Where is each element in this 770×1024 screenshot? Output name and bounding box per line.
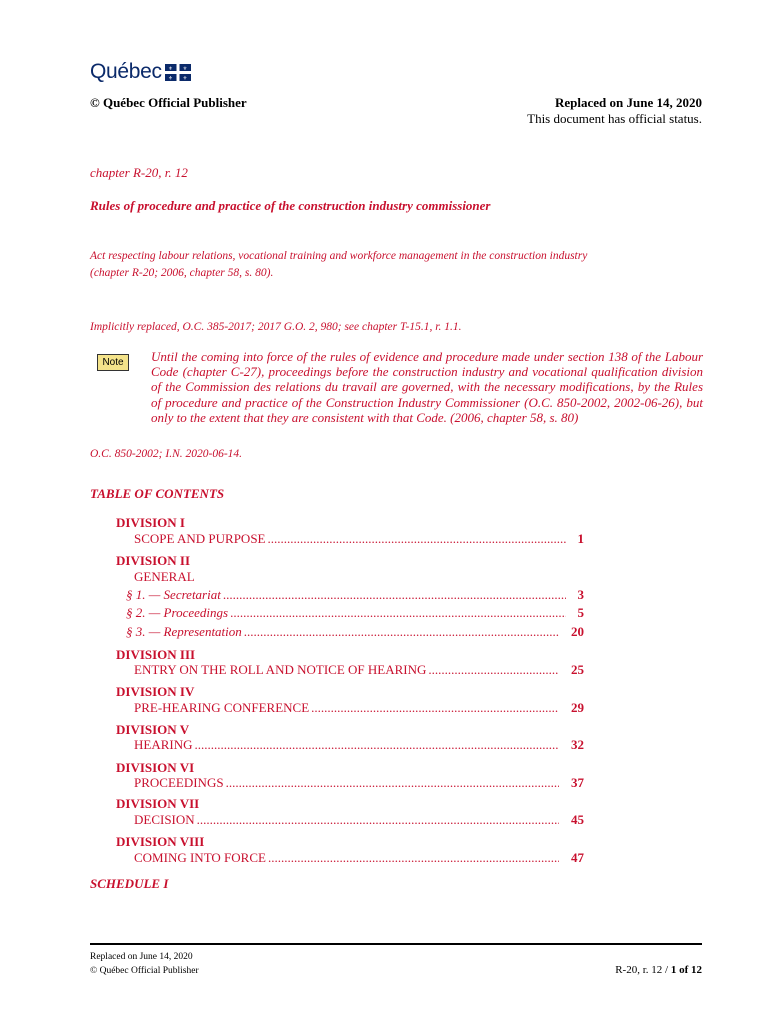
toc-entry[interactable] [134,737,584,753]
toc-entry[interactable] [134,531,584,547]
toc-entry-label: HEARING [134,737,193,752]
toc-entry-page: 47 [571,850,584,865]
toc-entry-label: SCOPE AND PURPOSE [134,531,266,546]
footer-replaced-on: Replaced on June 14, 2020 [90,952,193,962]
toc-entry[interactable] [134,775,584,791]
toc-entry[interactable] [134,700,584,716]
toc-division-heading[interactable]: DIVISION V [116,722,190,737]
toc-entry-label: ENTRY ON THE ROLL AND NOTICE OF HEARING [134,662,427,677]
toc-entry[interactable] [134,812,584,828]
official-status-label: This document has official status. [527,111,702,126]
toc-entry-page: 1 [577,531,584,546]
svg-text:⚜: ⚜ [182,66,188,72]
toc-division-heading[interactable]: DIVISION I [116,515,185,530]
publisher-label: © Québec Official Publisher [90,95,247,110]
footer-left [90,950,199,978]
oc-reference: O.C. 850-2002; I.N. 2020-06-14. [90,448,243,460]
toc-entry-page: 29 [571,700,584,715]
enabling-act-line-1: Act respecting labour relations, vocational training and workforce management in the construction industry [90,250,588,262]
toc-entry-page: 45 [571,812,584,827]
footer-page-number: 1 of 12 [670,964,702,976]
document-status [527,95,702,127]
toc-section-page: 20 [571,624,584,639]
toc-entry[interactable] [134,850,584,866]
chapter-reference: chapter R-20, r. 12 [90,165,188,180]
toc-section-entry[interactable] [126,624,584,640]
toc-entry-page: 25 [571,662,584,677]
quebec-flag-icon [165,64,191,81]
svg-text:⚜: ⚜ [168,75,173,81]
document-title: Rules of procedure and practice of the construction industry commissioner [90,198,491,213]
toc-entry-page: 32 [571,737,584,752]
toc-division-heading[interactable]: DIVISION VIII [116,834,205,849]
enabling-act [90,248,650,282]
replaced-on-label: Replaced on June 14, 2020 [555,95,702,110]
toc-section-page: 5 [577,605,584,620]
note-icon[interactable]: Note [97,354,129,371]
svg-text:⚜: ⚜ [182,75,188,81]
toc-division-heading[interactable]: DIVISION VII [116,796,200,811]
toc-division-heading[interactable]: DIVISION II [116,553,191,568]
toc-entry-label: COMING INTO FORCE [134,850,266,865]
toc-division-heading[interactable]: DIVISION VI [116,760,195,775]
footer-publisher: © Québec Official Publisher [90,966,199,976]
toc-section-page: 3 [577,587,584,602]
toc-section-label: § 1. — Secretariat [126,587,221,602]
toc-entry-page: 37 [571,775,584,790]
enabling-act-line-2: (chapter R-20; 2006, chapter 58, s. 80). [90,267,274,279]
toc-section-label: § 3. — Representation [126,624,242,639]
toc-entry[interactable] [134,662,584,678]
footer-citation: R-20, r. 12 / [615,964,671,976]
toc-division-heading[interactable]: DIVISION IV [116,684,195,699]
svg-text:⚜: ⚜ [168,66,173,72]
implicitly-replaced-note: Implicitly replaced, O.C. 385-2017; 2017 G.O. 2, 980; see chapter T-15.1, r. 1.1. [90,321,462,333]
toc-schedule-link[interactable]: SCHEDULE I [90,876,169,891]
toc-entry-label: PRE-HEARING CONFERENCE [134,700,310,715]
quebec-logo-text: Québec [90,60,162,83]
toc-section-entry[interactable] [126,605,584,621]
note-text: Until the coming into force of the rules of evidence and procedure made under section 138 of the Labour Code (chapter C-27), proceedings before the construction industry and vocational qualification division of the Commission des relations du travail are governed, with the necessary modifications, by the Rules of procedure and practice of the Construction Industry Commissioner (O.C. 850-2002, 2002-06-26), but only to the extent that they are consistent with that Code. (2006, chapter 58, s. 80) [151,349,703,425]
toc-entry-label: DECISION [134,812,195,827]
toc-section-label: § 2. — Proceedings [126,605,229,620]
footer-divider [90,943,702,945]
toc-section-entry[interactable] [126,587,584,603]
toc-title: TABLE OF CONTENTS [90,486,225,501]
toc-entry-label: PROCEEDINGS [134,775,224,790]
toc-entry-label: GENERAL [134,569,195,584]
toc-division-heading[interactable]: DIVISION III [116,647,196,662]
footer-page-info [615,964,702,976]
toc-entry[interactable] [134,569,584,585]
